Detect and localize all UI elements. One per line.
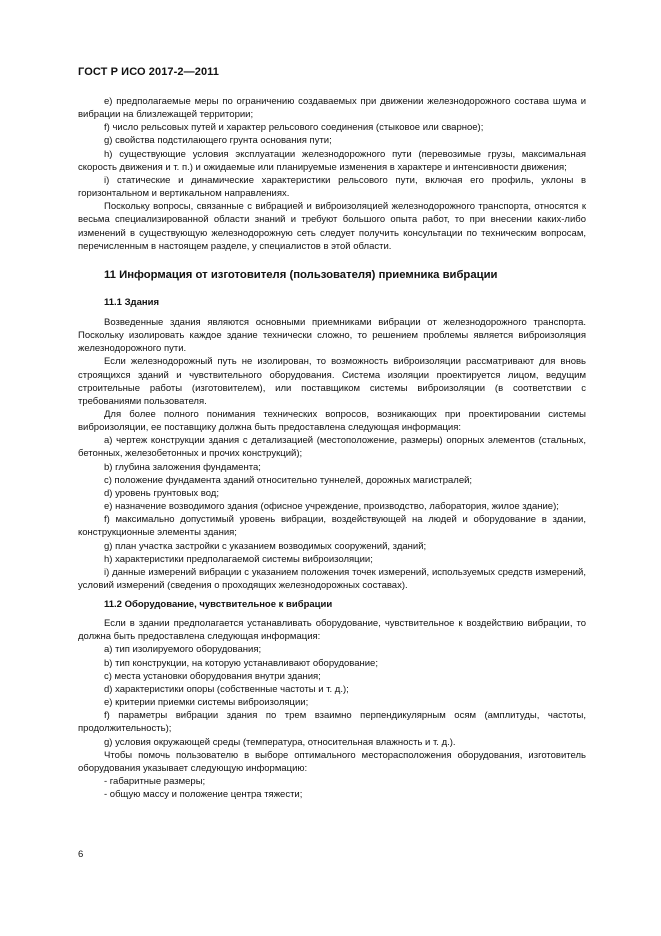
list-item: g) план участка застройки с указанием возводимых сооружений, зданий; <box>104 540 427 552</box>
list-item: a) чертеж конструкции здания с детализацией (местоположение, размеры) опорных элементов (стальных, бетонных, железобетонных и прочих конструкций); <box>78 435 586 460</box>
document-header: ГОСТ Р ИСО 2017-2—2011 <box>78 66 219 78</box>
list-item: e) критерии приемки системы виброизоляции; <box>104 697 309 709</box>
list-item: a) тип изолируемого оборудования; <box>104 644 262 656</box>
paragraph: Поскольку вопросы, связанные с вибрацией и виброизоляцией железнодорожного транспорта, относятся к весьма специализированной области знаний и требуют большого опыта работ, то при внесении каких-либо изменений в существующую железнодорожную сеть следует получить консультации по техническим вопросам, перечисленным в настоящем разделе, у специалистов в этой области. <box>78 201 586 252</box>
list-item: c) места установки оборудования внутри здания; <box>104 670 321 682</box>
paragraph: h) существующие условия эксплуатации железнодорожного пути (перевозимые грузы, максимальная скорость движения и т. п.) и ожидаемые или планируемые изменения в характере и интенсивности движения; <box>78 148 586 173</box>
subsection-heading: 11.1 Здания <box>104 296 159 308</box>
list-item: c) положение фундамента зданий относительно туннелей, дорожных магистралей; <box>104 474 473 486</box>
list-item: - общую массу и положение центра тяжести; <box>104 789 303 801</box>
list-item: b) тип конструкции, на которую устанавливают оборудование; <box>104 657 378 669</box>
paragraph: Если железнодорожный путь не изолирован, то возможность виброизоляции рассматривают для вновь строящихся зданий и чувствительного оборудования. Система изоляции проектируется лицом, ведущим строительные работы (изготовителем), или поставщиком системы виброизоляции (в соответствии с требованиями пользователя. <box>78 356 586 407</box>
list-item: - габаритные размеры; <box>104 776 206 788</box>
list-item: b) глубина заложения фундамента; <box>104 461 261 473</box>
list-item: f) параметры вибрации здания по трем взаимно перпендикулярным осям (амплитуды, частоты, продолжительность); <box>78 710 586 735</box>
paragraph: Чтобы помочь пользователю в выборе оптимального месторасположения оборудования, изготовитель оборудования указывает следующую информацию: <box>78 749 586 774</box>
paragraph: Возведенные здания являются основными приемниками вибрации от железнодорожного транспорта. Поскольку изолировать каждое здание технически сложно, то решением проблемы является виброизоляция железнодорожного пути. <box>78 316 586 355</box>
paragraph: e) предполагаемые меры по ограничению создаваемых при движении железнодорожного состава шума и вибрации на близлежащей территории; <box>78 96 586 121</box>
page-number: 6 <box>78 849 84 860</box>
list-item: f) максимально допустимый уровень вибрации, воздействующей на людей и оборудование в здании, конструкционные элементы здания; <box>78 514 586 539</box>
list-item: e) назначение возводимого здания (офисное учреждение, производство, лаборатория, жилое здание); <box>104 501 559 513</box>
paragraph: i) статические и динамические характеристики рельсового пути, включая его профиль, уклоны в горизонтальном и вертикальном направлениях. <box>78 174 586 200</box>
subsection-heading: 11.2 Оборудование, чувствительное к вибрации <box>104 599 333 611</box>
paragraph: g) свойства подстилающего грунта основания пути; <box>104 135 332 147</box>
list-item: d) характеристики опоры (собственные частоты и т. д.); <box>104 683 349 695</box>
document-body <box>78 95 586 801</box>
paragraph: Если в здании предполагается устанавливать оборудование, чувствительное к воздействию вибрации, то должна быть предоставлена следующая информация: <box>78 618 586 643</box>
list-item: i) данные измерений вибрации с указанием положения точек измерений, используемых средств измерений, условий измерений (сведения о проходящих железнодорожных составах). <box>78 566 586 591</box>
paragraph: Для более полного понимания технических вопросов, возникающих при проектировании системы виброизоляции, ее поставщику должна быть предоставлена следующая информация: <box>78 408 586 434</box>
list-item: d) уровень грунтовых вод; <box>104 487 219 499</box>
list-item: h) характеристики предполагаемой системы виброизоляции; <box>104 553 373 565</box>
section-heading: 11 Информация от изготовителя (пользователя) приемника вибрации <box>104 268 498 281</box>
list-item: g) условия окружающей среды (температура, относительная влажность и т. д.). <box>104 736 456 748</box>
paragraph: f) число рельсовых путей и характер рельсового соединения (стыковое или сварное); <box>104 122 484 134</box>
